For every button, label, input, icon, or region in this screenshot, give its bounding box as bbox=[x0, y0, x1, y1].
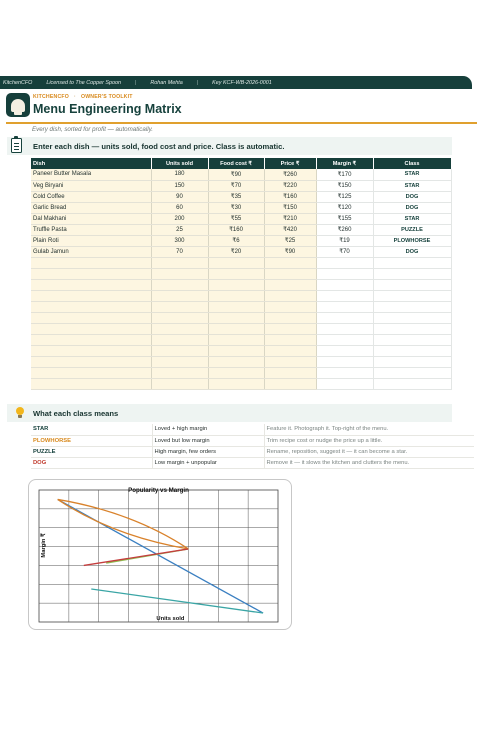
entry-section-title: Enter each dish — units sold, food cost and price. Class is automatic. bbox=[33, 141, 285, 151]
empty-cell[interactable] bbox=[151, 301, 208, 312]
cell-dish[interactable]: Plain Roti bbox=[31, 235, 151, 246]
empty-cell bbox=[316, 312, 373, 323]
cell-cost[interactable]: ₹30 bbox=[208, 202, 264, 213]
cell-units[interactable]: 25 bbox=[151, 224, 208, 235]
empty-cell bbox=[373, 279, 451, 290]
empty-cell[interactable] bbox=[264, 378, 316, 389]
cell-units[interactable]: 200 bbox=[151, 213, 208, 224]
license-key: Key KCF-WB-2026-0001 bbox=[212, 79, 272, 86]
empty-cell[interactable] bbox=[264, 323, 316, 334]
license-bar bbox=[0, 76, 472, 89]
empty-cell bbox=[316, 290, 373, 301]
legend-key: PUZZLE bbox=[31, 446, 152, 457]
cell-cost[interactable]: ₹160 bbox=[208, 224, 264, 235]
cell-margin: ₹150 bbox=[316, 180, 373, 191]
column-header-food-cost: Food cost ₹ bbox=[208, 158, 264, 169]
dish-table bbox=[31, 158, 452, 390]
empty-cell[interactable] bbox=[208, 367, 264, 378]
cell-margin: ₹19 bbox=[316, 235, 373, 246]
empty-cell[interactable] bbox=[208, 345, 264, 356]
legend-key: DOG bbox=[31, 457, 152, 468]
empty-cell[interactable] bbox=[151, 279, 208, 290]
empty-table-row bbox=[31, 367, 451, 378]
empty-cell[interactable] bbox=[151, 334, 208, 345]
breadcrumb bbox=[33, 94, 133, 100]
clipboard-icon bbox=[11, 138, 22, 153]
empty-cell[interactable] bbox=[31, 345, 151, 356]
empty-cell[interactable] bbox=[31, 301, 151, 312]
empty-cell bbox=[373, 257, 451, 268]
cell-cost[interactable]: ₹6 bbox=[208, 235, 264, 246]
cell-units[interactable]: 60 bbox=[151, 202, 208, 213]
legend-row bbox=[31, 435, 474, 446]
cell-units[interactable]: 70 bbox=[151, 246, 208, 257]
legend-meaning: Low margin + unpopular bbox=[152, 457, 264, 468]
empty-cell bbox=[373, 378, 451, 389]
empty-cell[interactable] bbox=[151, 312, 208, 323]
legend-key: STAR bbox=[31, 424, 152, 435]
page-title: Menu Engineering Matrix bbox=[33, 102, 182, 116]
empty-cell[interactable] bbox=[31, 378, 151, 389]
legend-row bbox=[31, 424, 474, 435]
empty-cell bbox=[316, 323, 373, 334]
cell-dish[interactable]: Truffle Pasta bbox=[31, 224, 151, 235]
cell-price[interactable]: ₹160 bbox=[264, 191, 316, 202]
cell-margin: ₹170 bbox=[316, 169, 373, 180]
cell-dish[interactable]: Garlic Bread bbox=[31, 202, 151, 213]
table-row bbox=[31, 202, 451, 213]
brand-header bbox=[6, 93, 472, 125]
breadcrumb-separator: · bbox=[74, 94, 76, 100]
empty-cell[interactable] bbox=[31, 279, 151, 290]
table-row bbox=[31, 213, 451, 224]
legend-meaning: Loved + high margin bbox=[152, 424, 264, 435]
table-row bbox=[31, 180, 451, 191]
cell-price[interactable]: ₹210 bbox=[264, 213, 316, 224]
empty-cell[interactable] bbox=[208, 301, 264, 312]
legend-row bbox=[31, 446, 474, 457]
empty-cell[interactable] bbox=[208, 356, 264, 367]
empty-cell bbox=[373, 301, 451, 312]
empty-cell bbox=[316, 279, 373, 290]
empty-table-row bbox=[31, 301, 451, 312]
empty-cell[interactable] bbox=[31, 367, 151, 378]
empty-cell[interactable] bbox=[208, 312, 264, 323]
empty-cell[interactable] bbox=[264, 268, 316, 279]
empty-cell[interactable] bbox=[151, 345, 208, 356]
accent-divider bbox=[6, 122, 477, 124]
table-row bbox=[31, 246, 451, 257]
empty-cell[interactable] bbox=[264, 367, 316, 378]
empty-cell[interactable] bbox=[31, 290, 151, 301]
empty-cell[interactable] bbox=[151, 323, 208, 334]
cell-dish[interactable]: Paneer Butter Masala bbox=[31, 169, 151, 180]
popularity-margin-chart bbox=[28, 479, 292, 630]
cell-price[interactable]: ₹25 bbox=[264, 235, 316, 246]
cell-units[interactable]: 90 bbox=[151, 191, 208, 202]
empty-cell[interactable] bbox=[151, 378, 208, 389]
empty-cell bbox=[316, 334, 373, 345]
empty-cell[interactable] bbox=[151, 268, 208, 279]
empty-cell[interactable] bbox=[264, 257, 316, 268]
breadcrumb-section[interactable]: OWNER'S TOOLKIT bbox=[80, 94, 133, 100]
class-section-header bbox=[7, 404, 452, 422]
empty-cell[interactable] bbox=[208, 257, 264, 268]
column-header-units: Units sold bbox=[151, 158, 208, 169]
empty-cell[interactable] bbox=[31, 312, 151, 323]
cell-units[interactable]: 180 bbox=[151, 169, 208, 180]
empty-cell[interactable] bbox=[208, 279, 264, 290]
cell-price[interactable]: ₹150 bbox=[264, 202, 316, 213]
empty-cell[interactable] bbox=[264, 312, 316, 323]
empty-cell[interactable] bbox=[264, 290, 316, 301]
breadcrumb-product[interactable]: KITCHENCFO bbox=[33, 94, 70, 100]
chef-hat-icon bbox=[6, 93, 30, 117]
lightbulb-icon bbox=[16, 407, 24, 415]
cell-cost[interactable]: ₹35 bbox=[208, 191, 264, 202]
legend-meaning: High margin, few orders bbox=[152, 446, 264, 457]
cell-class: STAR bbox=[373, 180, 451, 191]
empty-cell bbox=[316, 367, 373, 378]
empty-cell bbox=[373, 345, 451, 356]
cell-units[interactable]: 300 bbox=[151, 235, 208, 246]
cell-price[interactable]: ₹420 bbox=[264, 224, 316, 235]
empty-cell[interactable] bbox=[264, 301, 316, 312]
cell-class: DOG bbox=[373, 202, 451, 213]
empty-cell bbox=[316, 301, 373, 312]
empty-cell bbox=[373, 356, 451, 367]
cell-cost[interactable]: ₹70 bbox=[208, 180, 264, 191]
empty-cell[interactable] bbox=[208, 334, 264, 345]
cell-cost[interactable]: ₹90 bbox=[208, 169, 264, 180]
empty-cell bbox=[373, 334, 451, 345]
empty-cell[interactable] bbox=[31, 356, 151, 367]
cell-margin: ₹155 bbox=[316, 213, 373, 224]
empty-cell bbox=[373, 367, 451, 378]
license-text: Licensed to The Copper Spoon bbox=[46, 79, 121, 86]
empty-cell bbox=[316, 268, 373, 279]
empty-cell[interactable] bbox=[151, 257, 208, 268]
legend-key: PLOWHORSE bbox=[31, 435, 152, 446]
cell-cost[interactable]: ₹55 bbox=[208, 213, 264, 224]
empty-cell[interactable] bbox=[31, 334, 151, 345]
table-header-row bbox=[31, 158, 451, 169]
empty-cell[interactable] bbox=[264, 279, 316, 290]
empty-cell bbox=[316, 378, 373, 389]
empty-cell[interactable] bbox=[264, 334, 316, 345]
empty-table-row bbox=[31, 323, 451, 334]
user-name: Rohan Mehta bbox=[150, 79, 183, 86]
empty-cell[interactable] bbox=[151, 367, 208, 378]
chart-title: Popularity vs Margin bbox=[128, 487, 189, 494]
legend-action: Rename, reposition, suggest it — it can become a star. bbox=[264, 446, 474, 457]
cell-units[interactable]: 150 bbox=[151, 180, 208, 191]
cell-class: DOG bbox=[373, 191, 451, 202]
cell-class: DOG bbox=[373, 246, 451, 257]
empty-cell[interactable] bbox=[31, 268, 151, 279]
empty-cell bbox=[316, 345, 373, 356]
empty-cell[interactable] bbox=[208, 323, 264, 334]
empty-cell bbox=[316, 257, 373, 268]
y-axis-label: Margin ₹ bbox=[41, 533, 47, 558]
table-row bbox=[31, 235, 451, 246]
table-row bbox=[31, 191, 451, 202]
legend-action: Remove it — it slows the kitchen and clutters the menu. bbox=[264, 457, 474, 468]
cell-dish[interactable]: Dal Makhani bbox=[31, 213, 151, 224]
column-header-margin: Margin ₹ bbox=[316, 158, 373, 169]
empty-cell bbox=[373, 323, 451, 334]
empty-table-row bbox=[31, 378, 451, 389]
legend-meaning: Loved but low margin bbox=[152, 435, 264, 446]
class-legend-table bbox=[31, 424, 474, 469]
cell-margin: ₹120 bbox=[316, 202, 373, 213]
page-subtitle: Every dish, sorted for profit — automatically. bbox=[32, 126, 153, 133]
cell-cost[interactable]: ₹20 bbox=[208, 246, 264, 257]
cell-class: PLOWHORSE bbox=[373, 235, 451, 246]
x-axis-label: Units sold bbox=[156, 616, 185, 622]
empty-cell bbox=[373, 312, 451, 323]
empty-table-row bbox=[31, 268, 451, 279]
empty-cell[interactable] bbox=[264, 345, 316, 356]
table-row bbox=[31, 169, 451, 180]
cell-class: PUZZLE bbox=[373, 224, 451, 235]
column-header-price: Price ₹ bbox=[264, 158, 316, 169]
empty-cell[interactable] bbox=[208, 290, 264, 301]
empty-table-row bbox=[31, 345, 451, 356]
separator: | bbox=[196, 79, 199, 86]
legend-action: Trim recipe cost or nudge the price up a little. bbox=[264, 435, 474, 446]
empty-cell bbox=[373, 268, 451, 279]
app-name: KitchenCFO bbox=[3, 79, 33, 86]
empty-cell[interactable] bbox=[151, 356, 208, 367]
cell-dish[interactable]: Gulab Jamun bbox=[31, 246, 151, 257]
cell-price[interactable]: ₹220 bbox=[264, 180, 316, 191]
column-header-dish: Dish bbox=[31, 158, 151, 169]
separator: | bbox=[134, 79, 137, 86]
empty-table-row bbox=[31, 279, 451, 290]
cell-dish[interactable]: Veg Biryani bbox=[31, 180, 151, 191]
chart-canvas bbox=[29, 480, 293, 631]
cell-price[interactable]: ₹90 bbox=[264, 246, 316, 257]
cell-dish[interactable]: Cold Coffee bbox=[31, 191, 151, 202]
empty-cell[interactable] bbox=[208, 378, 264, 389]
empty-cell[interactable] bbox=[31, 257, 151, 268]
empty-cell[interactable] bbox=[31, 323, 151, 334]
legend-action: Feature it. Photograph it. Top-right of the menu. bbox=[264, 424, 474, 435]
empty-table-row bbox=[31, 257, 451, 268]
cell-margin: ₹260 bbox=[316, 224, 373, 235]
empty-cell bbox=[316, 356, 373, 367]
entry-section-header bbox=[7, 137, 452, 155]
class-section-title: What each class means bbox=[33, 408, 119, 418]
empty-cell[interactable] bbox=[264, 356, 316, 367]
cell-margin: ₹70 bbox=[316, 246, 373, 257]
empty-cell bbox=[373, 290, 451, 301]
cell-class: STAR bbox=[373, 213, 451, 224]
empty-table-row bbox=[31, 356, 451, 367]
empty-cell[interactable] bbox=[151, 290, 208, 301]
cell-class: STAR bbox=[373, 169, 451, 180]
empty-table-row bbox=[31, 312, 451, 323]
empty-cell[interactable] bbox=[208, 268, 264, 279]
empty-table-row bbox=[31, 290, 451, 301]
legend-row bbox=[31, 457, 474, 468]
cell-margin: ₹125 bbox=[316, 191, 373, 202]
column-header-class: Class bbox=[373, 158, 451, 169]
cell-price[interactable]: ₹260 bbox=[264, 169, 316, 180]
empty-table-row bbox=[31, 334, 451, 345]
table-row bbox=[31, 224, 451, 235]
